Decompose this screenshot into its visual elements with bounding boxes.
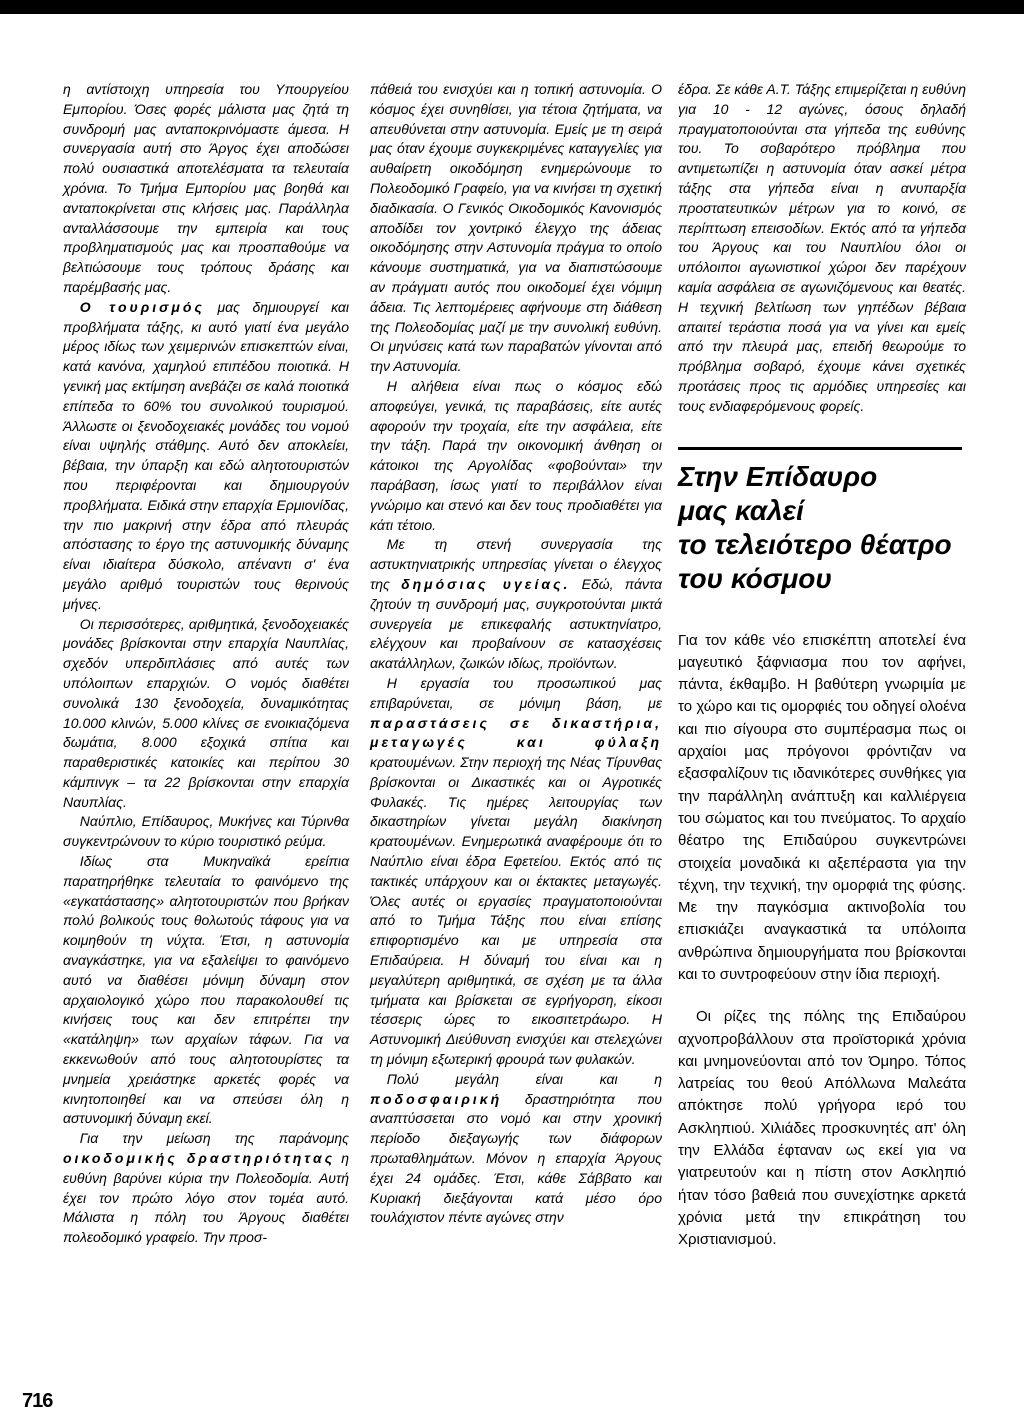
paragraph: έδρα. Σε κάθε Α.Τ. Τάξης επιμερίζεται η ευθύνη για 10 - 12 αγώνες, όσους δηλαδή πραγματοποιούνται στα γήπεδα της ευθύνης του. Το σοβαρότερο πρόβλημα που αντιμετωπίζει η αστυνομία όταν ασκεί μέτρα τάξης στα γήπεδα είναι η ανυπαρξία προστατευτικών μέτρων για το κοινό, σε περίπτωση επεισοδίων. Εκτός από τα γήπεδα του Άργους και του Ναυπλίου όλοι οι υπόλοιποι αγωνιστικοί χώροι δεν παρέχουν καμία ασφάλεια σε αγωνιζόμενους και θεατές. Η τεχνική βελτίωση των γηπέδων βέβαια απαιτεί τεράστια ποσά για να γίνει και εμείς από την πλευρά μας, επειδή θεωρούμε το πρόβλημα σοβαρό, έχουμε κάνει σχετικές προτάσεις προς τις αρμόδιες υπηρεσίες και τους ενδιαφερόμενους φορείς. bbox=[678, 81, 966, 414]
paragraph: Για τον κάθε νέο επισκέπτη αποτελεί ένα μαγευτικό ξάφνιασμα που τον αφήνει, πάντα, έκθαμβο. Η βαθύτερη γνωριμία με το χώρο και τις ομορφιές του οδηγεί ολοένα και πιο σίγουρα στο συμπέρασμα πως οι αρχαίοι μας πρόγονοι φρόντιζαν να εξασφαλίζουν τις ιδανικότερες συνθήκες για την παράλληλη ανάπτυξη και καλλιέργεια του σώματος και του πνεύματος. Το αρχαίο θέατρο της Επιδαύρου συγκεντρώνει στοιχεία μοναδικά κι αξεπέραστα για την τέχνη, την τεχνική, την ομορφιά της φύσης. Με την παγκόσμια ακτινοβολία του επισκιάζει αναγκαστικά τα υπόλοιπα ανθρώπινα δημιουργήματα που βρίσκονται και το συντροφεύουν στην ίδια περιοχή. bbox=[678, 631, 966, 983]
paragraph-courts bbox=[370, 674, 662, 1070]
heading-line: Στην Επίδαυρο bbox=[678, 460, 878, 492]
keyword-tourism: Ο τουρισμός bbox=[79, 298, 205, 315]
paragraph-building bbox=[63, 1129, 349, 1248]
paragraph-health bbox=[370, 535, 662, 674]
keyword-courts: παραστάσεις σε δικαστήρια, μεταγωγές και φύλαξη bbox=[370, 714, 662, 751]
heading-line: το τελειότερο θέατρο bbox=[678, 528, 952, 560]
keyword-building-activity: οικοδομικής δραστηριότητας bbox=[63, 1150, 336, 1167]
paragraph-tourism bbox=[63, 298, 349, 615]
paragraph: Οι ρίζες της πόλης της Επιδαύρου αχνοπροβάλλουν στα προϊστορικά χρόνια και μνημονεύονται από τον Όμηρο. Τόπος λατρείας του θεού Απόλλωνα Μαλεάτα απόκτησε πολύ γρήγορα ιερό του Ασκληπιού. Χιλιάδες προσκυνητές απ' όλη την Ελλάδα έφταναν ως εκεί για να γιατρευτούν και η πίστη στον Ασκληπιό ήταν τόσο βαθειά που συνεχίστηκε αρκετά χρόνια μετά την επικράτηση του Χριστιανισμού. bbox=[678, 1008, 966, 1249]
section-heading bbox=[678, 460, 966, 596]
paragraph-text: η ευθύνη βαρύνει κύρια την Πολεοδομία. Αυτή έχει τον πρώτο λόγο στον τομέα αυτό. Μάλιστα η πόλη του Άργους διαθέτει πολεοδομικό γραφείο. Την προσ- bbox=[63, 1150, 349, 1246]
paragraph-text: Η εργασία του προσωπικού μας επιβαρύνεται, σε μόνιμη βάση, με bbox=[370, 674, 662, 711]
heading-line: του κόσμου bbox=[678, 562, 832, 594]
paragraph-text: Με τη στενή συνεργασία της αστυκτηνιατρικής υπηρεσίας γίνεται ο έλεγχος της bbox=[370, 536, 662, 592]
paragraph-text: Για την μείωση της παράνομης bbox=[79, 1130, 349, 1147]
paragraph-text: Εδώ, πάντα ζητούν τη συνδρομή μας, συγκροτούνται μικτά συνεργεία με επικεφαλής αστυκτηνίατρο, ελέγχουν και προβαίνουν σε κατασχέσεις ακατάλληλων, ζωικών ιδίως, προϊόντων. bbox=[370, 575, 662, 672]
paragraph: Ναύπλιο, Επίδαυρος, Μυκήνες και Τύρινθα συγκεντρώνουν το κύριο τουριστικό ρεύμα. bbox=[63, 813, 349, 850]
keyword-public-health: δημόσιας υγείας. bbox=[401, 575, 571, 592]
paragraph: πάθειά του ενισχύει και η τοπική αστυνομία. Ο κόσμος έχει συνηθίσει, για τέτοια ζητήματα, να απευθύνεται στην αστυνομία. Εμείς με τη σειρά μας όταν έχουμε συγκεκριμένες καταγγελίες για αυθαίρετη οικοδόμηση ενημερώνουμε το Πολεοδομικό Γραφείο, για να κινήσει τη σχετική διαδικασία. Ο Γενικός Οικοδομικός Κανονισμός αποδίδει τον χοντρικό έλεγχο της άδειας οικοδόμησης στην Αστυνομία πράγμα το οποίο κάνουμε συστηματικά, για να διαπιστώσουμε αν πράγματι αυτός που οικοδομεί έχει νόμιμη άδεια. Τις λεπτομέρειες αφήνουμε στη διάθεση της Πολεοδομίας μαζί με την συνολική ευθύνη. Οι μηνύσεις κατά των παραβατών γίνονται από την Αστυνομία. bbox=[370, 81, 662, 375]
paragraph: η αντίστοιχη υπηρεσία του Υπουργείου Εμπορίου. Όσες φορές μάλιστα μας ζητά τη συνδρομή μας ανταποκρινόμαστε άμεσα. Η συνεργασία αυτή στο Άργος έχει αποδώσει πολύ ουσιαστικά αποτελέσματα τα τελευταία χρόνια. Το Τμήμα Εμπορίου μας βοηθά και ανταποκρίνεται στις κλήσεις μας. Παράλληλα ανταλλάσσουμε την εμπειρία και τους προβληματισμούς μας και προσπαθούμε να βελτιώσουμε τους τρόπους δράσης και παρέμβασής μας. bbox=[63, 81, 349, 295]
keyword-football: ποδοσφαιρική bbox=[370, 1090, 503, 1107]
column-right bbox=[678, 80, 966, 1252]
column-left bbox=[63, 80, 349, 1248]
section-divider bbox=[678, 447, 962, 450]
epidaurus-article bbox=[678, 630, 966, 1252]
paragraph: Η αλήθεια είναι πως ο κόσμος εδώ αποφεύγει, γενικά, τις παραβάσεις, είτε αυτές αφορούν την τροχαία, είτε την ασφάλεια, είτε την τάξη. Παρά την οικονομική άνθηση οι κάτοικοι της Αργολίδας «φοβούνται» την παράβαση, ίσως γιατί το περιβάλλον είναι γνώριμο και στενό και δεν τους προδιαθέτει για κάτι τέτοιο. bbox=[370, 377, 662, 533]
scan-top-border bbox=[0, 0, 1024, 14]
paragraph: Ιδίως στα Μυκηναϊκά ερείπια παρατηρήθηκε τελευταία το φαινόμενο της «εγκατάστασης» αλητοτουριστών που βρήκαν πολύ βολικούς τους θολωτούς τάφους για να κοιμηθούν τη νύχτα. Έτσι, η αστυνομία αναγκάστηκε, για να εξαλείψει το φαινόμενο αυτό να διαθέσει μόνιμη δύναμη στον αρχαιολογικό χώρο που παρακολουθεί τις κινήσεις τους και δεν επιτρέπει την «κατάληψη» των αρχαίων τάφων. Για να εκκενωθούν από τους αλητοτουρίστες τα μνημεία χρειάστηκε αρκετές φορές να κινητοποιηθεί και να σπεύσει όλη η αστυνομική δύναμη εκεί. bbox=[63, 853, 349, 1127]
paragraph-text: Πολύ μεγάλη είναι και η bbox=[386, 1070, 662, 1087]
paragraph: Οι περισσότερες, αριθμητικά, ξενοδοχειακές μονάδες βρίσκονται στην επαρχία Ναυπλίας, σχεδόν υπερδιπλάσιες από αυτές των υπόλοιπων επαρχιών. Ο νομός διαθέτει συνολικά 130 ξενοδοχεία, δυναμικότητας 10.000 κλινών, 5.000 κλίνες σε ενοικιαζόμενα δωμάτια, 8.000 εξοχικά σπίτια και παραθεριστικές κατοικίες και περίπου 30 κάμπινγκ – τα 22 βρίσκονται στην επαρχία Ναυπλίας. bbox=[63, 615, 349, 810]
paragraph-stadiums bbox=[678, 80, 966, 417]
page-number: 716 bbox=[22, 1390, 53, 1412]
paragraph-text: κρατουμένων. Στην περιοχή της Νέας Τίρυνθας βρίσκονται οι Δικαστικές και οι Αγροτικές Φυλακές. Τις ημέρες λειτουργίας των δικαστηρίων γίνεται μεγάλη διακίνηση κρατουμένων. Ενημερωτικά αναφέρουμε ότι το Ναύπλιο είναι έδρα Εφετείου. Εκτός από τις τακτικές υπάρχουν και οι έκτακτες μεταγωγές. Όλες αυτές οι εργασίες πραγματοποιούνται από το Τμήμα Τάξης που είναι επίσης επιφορτισμένο και με υπηρεσία στα Επιδαύρεια. Η δύναμή του είναι και η μεγαλύτερη αριθμητικά, σε σχέση με τα άλλα τμήματα και βρίσκεται σε εγρήγορση, είκοσι τέσσερις ώρες το εικοσιτετράωρο. Η Αστυνομική Διεύθυνση ενισχύει και στελεχώνει τη μόνιμη εξωτερική φρουρά των φυλακών. bbox=[370, 754, 662, 1068]
paragraph-text: μας δημιουργεί και προβλήματα τάξης, κι αυτό γιατί ένα μεγάλο μέρος ιδίως των χειμερινών επισκεπτών είναι, κατά κανόνα, χαμηλού επιπέδου ποιοτικά. Η γενική μας εκτίμηση ανεβάζει σε καλά ποιοτικά επίπεδα το 60% του συνολικού τουρισμού. Άλλωστε οι ξενοδοχειακές μονάδες του νομού είναι υψηλής στάθμης. Αυτό δεν αποκλείει, βέβαια, την ύπαρξη και εδώ αλητοτουριστών που περιφέρονται και δημιουργούν προβλήματα. Ειδικά στην επαρχία Ερμιονίδας, την πιο μακρινή στην έδρα από πλευράς απόστασης το έργο της αστυνομικής δύναμης είναι ιδιαίτερα δύσκολο, απέναντι σ' ένα μεγάλο αριθμό τουριστών τους θερινούς μήνες. bbox=[63, 298, 350, 612]
column-middle bbox=[370, 80, 662, 1228]
paragraph-football bbox=[370, 1070, 662, 1228]
heading-line: μας καλεί bbox=[678, 494, 804, 526]
paragraph-text: δραστηριότητα που αναπτύσσεται στο νομό και στην χρονική περίοδο διεξαγωγής των διάφορων πρωταθλημάτων. Μόνον η επαρχία Άργους έχει 24 ομάδες. Έτσι, κάθε Σάββατο και Κυριακή διεξάγονται κατά μέσο όρο τουλάχιστον πέντε αγώνες στην bbox=[370, 1090, 662, 1226]
